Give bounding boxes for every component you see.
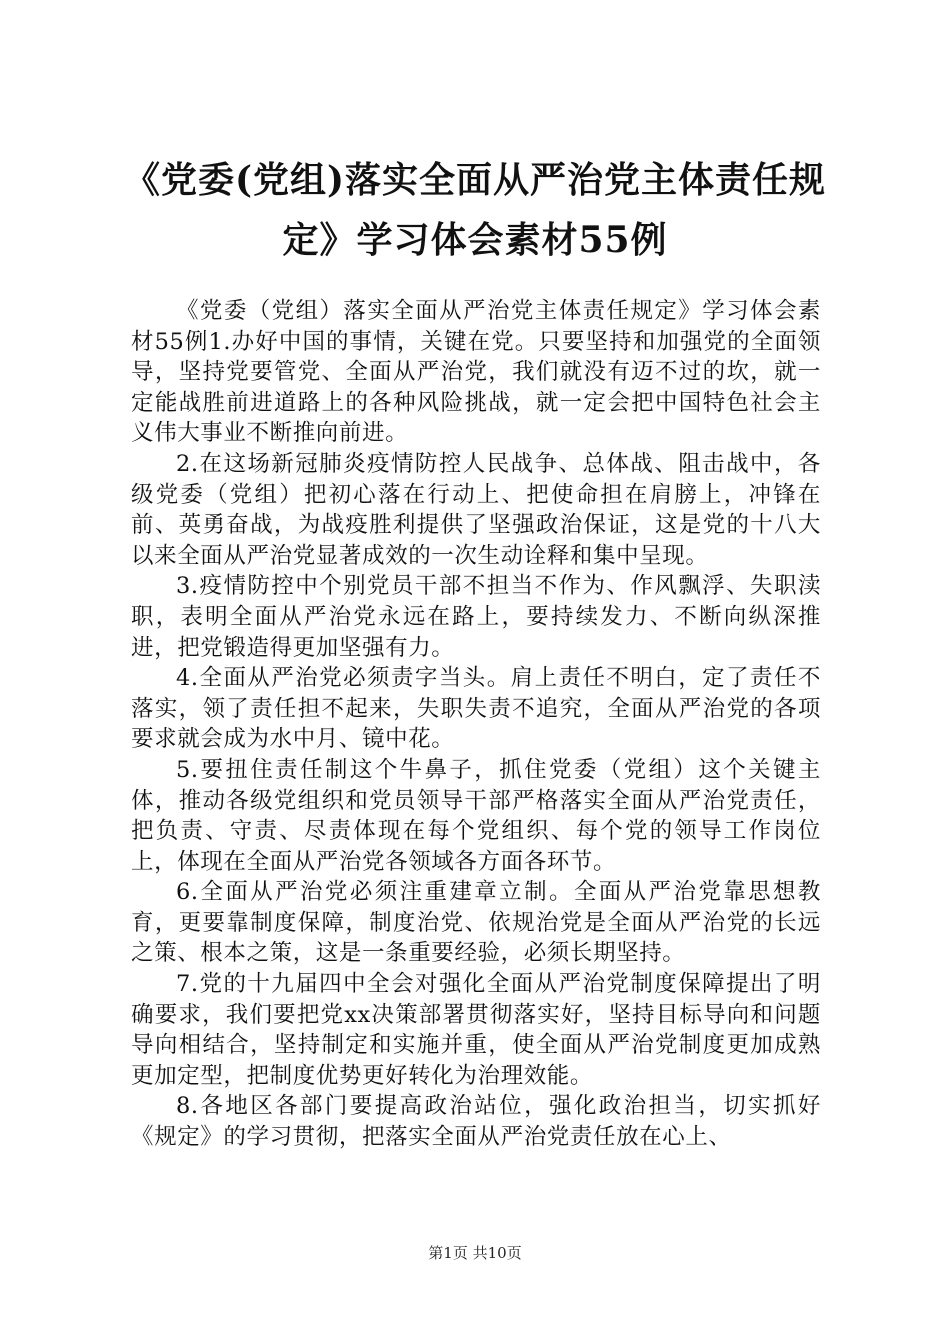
document-title-line-1: 《党委(党组)落实全面从严治党主体责任规 [123, 159, 827, 201]
paragraph-7: 7.党的十九届四中全会对强化全面从严治党制度保障提出了明确要求，我们要把党xx决策部署贯彻落实好，坚持目标导向和问题导向相结合，坚持制定和实施并重，使全面从严治党制度更加成熟更加定型，把制度优势更好转化为治理效能。 [131, 971, 821, 1089]
paragraph-2: 2.在这场新冠肺炎疫情防控人民战争、总体战、阻击战中，各级党委（党组）把初心落在行动上、把使命担在肩膀上，冲锋在前、英勇奋战，为战疫胜利提供了坚强政治保证，这是党的十八大以来全面从严治党显著成效的一次生动诠释和集中呈现。 [131, 450, 821, 569]
document-body [131, 296, 821, 1153]
paragraph-3: 3.疫情防控中个别党员干部不担当不作为、作风飘浮、失职渎职，表明全面从严治党永远在路上，要持续发力、不断向纵深推进，把党锻造得更加坚强有力。 [131, 573, 821, 661]
paragraph-1: 《党委（党组）落实全面从严治党主体责任规定》学习体会素材55例1.办好中国的事情，关键在党。只要坚持和加强党的全面领导，坚持党要管党、全面从严治党，我们就没有迈不过的坎，就一定能战胜前进道路上的各种风险挑战，就一定会把中国特色社会主义伟大事业不断推向前进。 [131, 298, 821, 447]
document-title-line-2: 定》学习体会素材55例 [282, 219, 668, 261]
paragraph-6: 6.全面从严治党必须注重建章立制。全面从严治党靠思想教育，更要靠制度保障，制度治党、依规治党是全面从严治党的长远之策、根本之策，这是一条重要经验，必须长期坚持。 [131, 879, 821, 967]
paragraph-4: 4.全面从严治党必须责字当头。肩上责任不明白，定了责任不落实，领了责任担不起来，失职失责不追究，全面从严治党的各项要求就会成为水中月、镜中花。 [131, 665, 821, 753]
paragraph-8: 8.各地区各部门要提高政治站位，强化政治担当，切实抓好《规定》的学习贯彻，把落实全面从严治党责任放在心上、 [131, 1093, 821, 1151]
page-number-footer: 第1页 共10页 [428, 1244, 522, 1262]
paragraph-5: 5.要扭住责任制这个牛鼻子，抓住党委（党组）这个关键主体，推动各级党组织和党员领导干部严格落实全面从严治党责任，把负责、守责、尽责体现在每个党组织、每个党的领导工作岗位上，体现在全面从严治党各领域各方面各环节。 [131, 756, 821, 875]
